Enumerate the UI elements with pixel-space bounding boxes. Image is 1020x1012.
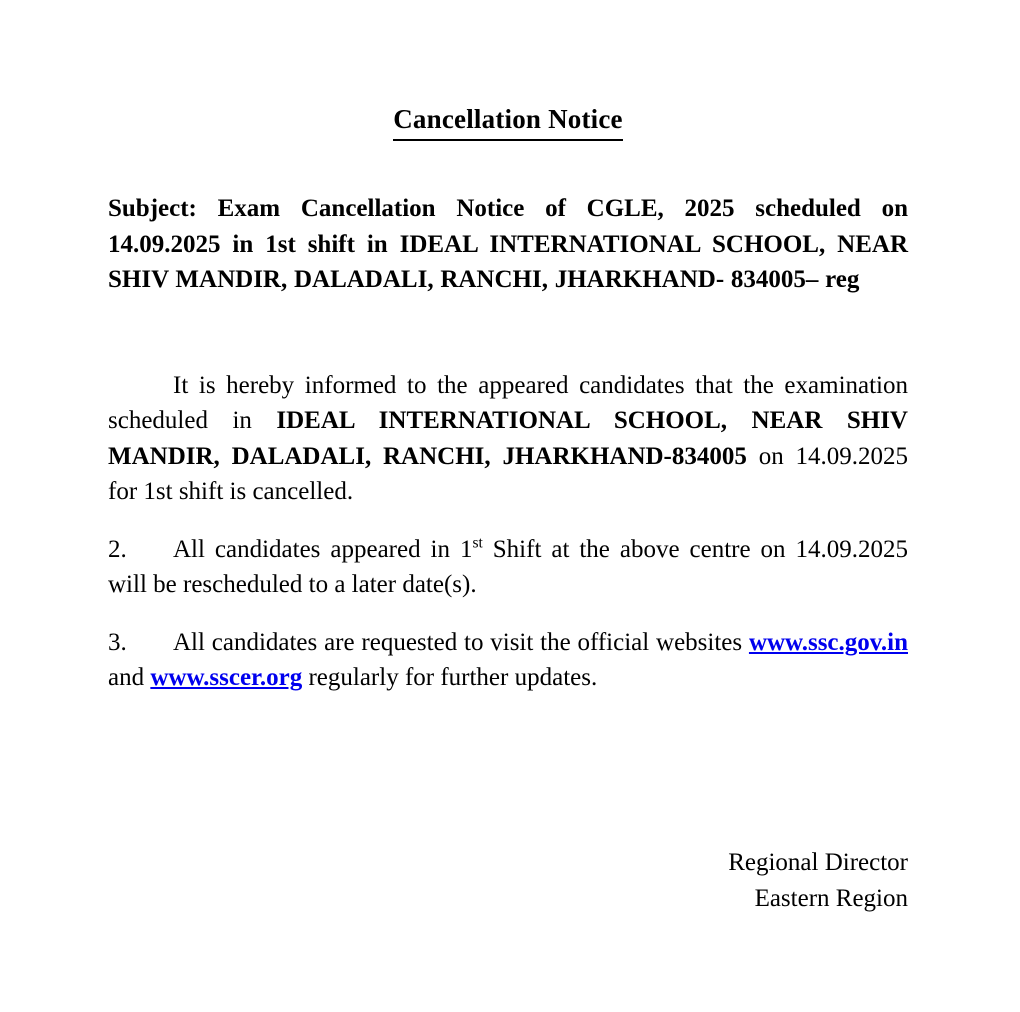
paragraph-item-3-lead: All candidates are requested to visit the official websites — [173, 628, 749, 656]
signature-block — [108, 845, 908, 916]
paragraph-item-3-number: 3. — [108, 628, 127, 656]
paragraph-item-3 — [108, 603, 908, 696]
paragraph-intro-venue: IDEAL INTERNATIONAL SCHOOL, NEAR SHIV MANDIR, DALADALI, RANCHI, JHARKHAND-834005 — [108, 407, 908, 470]
document-content — [108, 0, 908, 696]
link-ssc-gov-in[interactable]: www.ssc.gov.in — [748, 628, 908, 656]
signature-region: Eastern Region — [754, 884, 908, 912]
page-title — [108, 0, 908, 141]
paragraph-item-3-tail: regularly for further updates. — [302, 664, 598, 691]
subject-line: Subject: Exam Cancellation Notice of CGLE, 2025 scheduled on 14.09.2025 in 1st shift in IDEAL INTERNATIONAL SCHOOL, NEAR SHIV MANDIR, DALADALI, RANCHI, JHARKHAND- 834005– reg — [108, 195, 908, 293]
paragraph-intro-lead: It is hereby informed to the appeared candidates that the examination scheduled in — [108, 371, 908, 434]
page-title-text: Cancellation Notice — [393, 102, 623, 141]
link-sscer-org[interactable]: www.sscer.org — [150, 664, 303, 691]
paragraph-item-2-superscript: st — [472, 534, 483, 552]
paragraph-item-2-number: 2. — [108, 535, 127, 563]
paragraph-item-3-conjunction: and — [108, 664, 151, 691]
paragraph-item-2 — [108, 510, 908, 603]
paragraph-item-2-text-before: All candidates appeared in 1 — [173, 535, 473, 563]
paragraph-intro-tail: on 14.09.2025 for 1st shift is cancelled. — [108, 442, 909, 505]
paragraph-intro — [108, 298, 908, 510]
signature-designation: Regional Director — [728, 849, 908, 876]
paragraph-item-2-text-after: Shift at the above centre on 14.09.2025 will be rescheduled to a later date(s). — [108, 535, 909, 598]
